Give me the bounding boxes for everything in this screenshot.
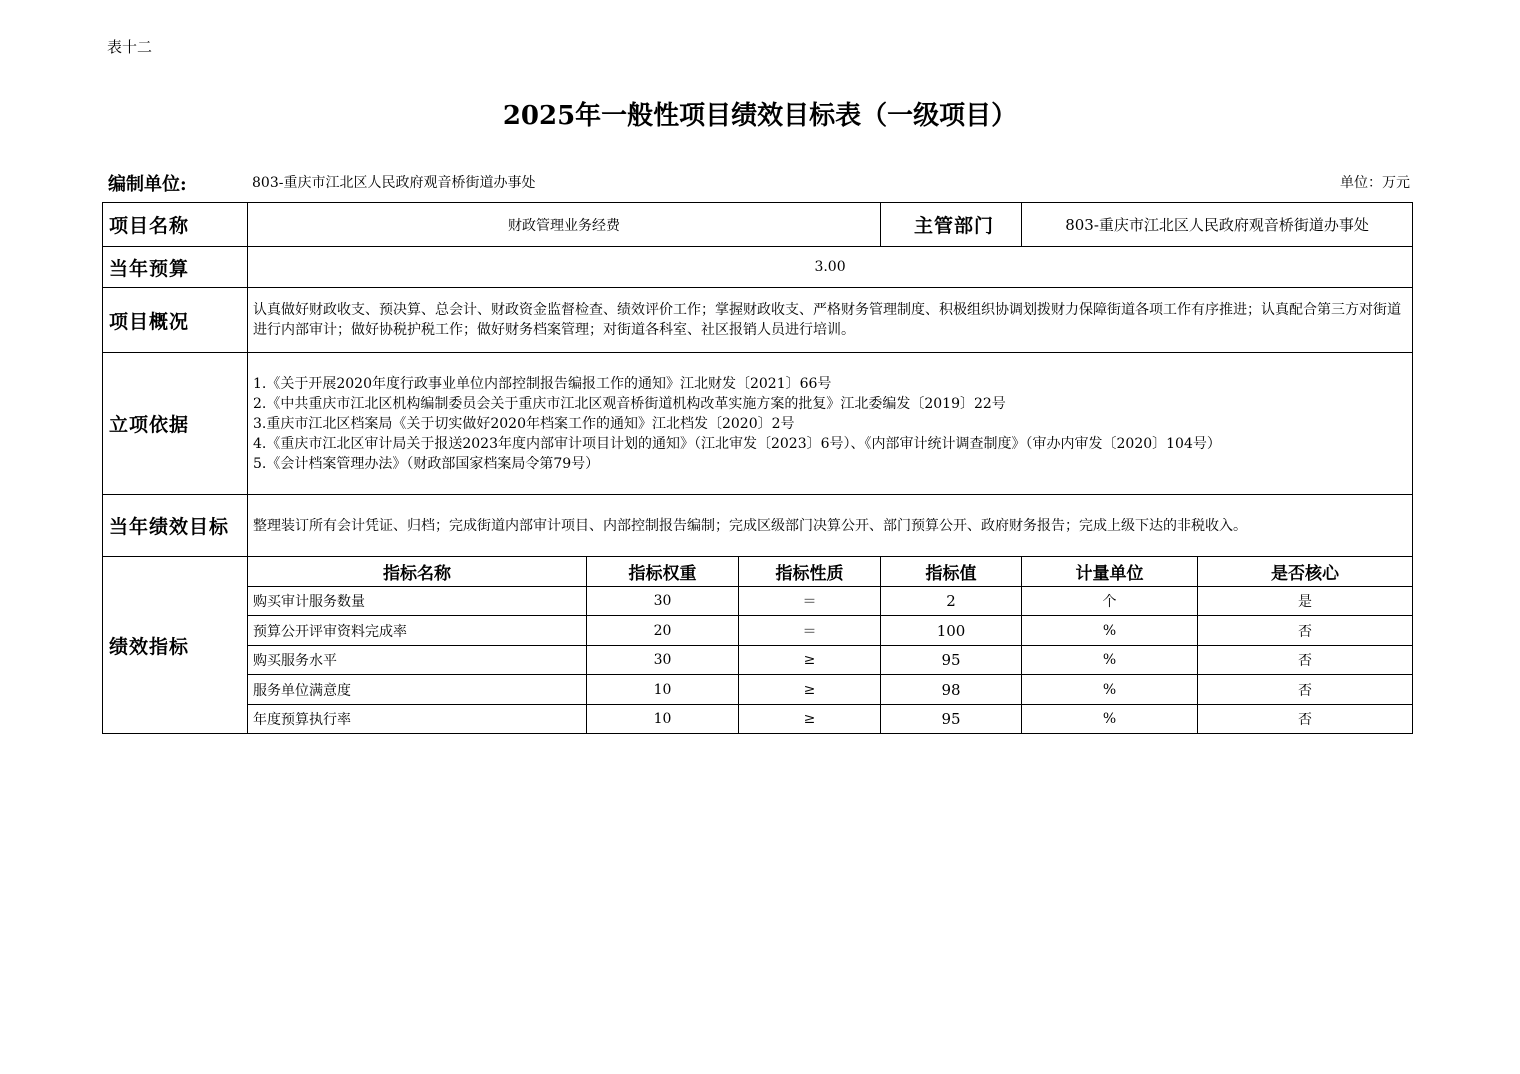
indicator-name: 购买审计服务数量 <box>248 587 587 616</box>
document-title: 2025年一般性项目绩效目标表（一级项目） <box>502 101 1018 131</box>
indicator-is-core: 否 <box>1198 616 1413 646</box>
performance-target-table <box>102 202 1413 734</box>
header-is-core: 是否核心 <box>1198 557 1413 587</box>
basis-item: 2.《中共重庆市江北区机构编制委员会关于重庆市江北区观音桥街道机构改革实施方案的批复》江北委编发〔2019〕22号 <box>253 395 1006 412</box>
project-name-row <box>103 203 1413 247</box>
basis-item: 1.《关于开展2020年度行政事业单位内部控制报告编报工作的通知》江北财发〔2021〕66号 <box>253 375 832 392</box>
indicator-weight: 30 <box>587 646 739 675</box>
indicator-weight: 20 <box>587 616 739 646</box>
indicator-is-core: 否 <box>1198 675 1413 705</box>
indicator-nature: ≥ <box>739 646 881 675</box>
indicator-unit: % <box>1022 675 1198 705</box>
table-row <box>103 646 1413 675</box>
indicator-nature: ≥ <box>739 675 881 705</box>
indicator-nature: ＝ <box>739 587 881 616</box>
compiler-value: 803-重庆市江北区人民政府观音桥街道办事处 <box>252 175 536 191</box>
compiler-row <box>108 170 1410 194</box>
table-row <box>103 675 1413 705</box>
indicator-value: 98 <box>881 675 1022 705</box>
table-row <box>103 587 1413 616</box>
basis-item: 4.《重庆市江北区审计局关于报送2023年度内部审计项目计划的通知》（江北审发〔2023〕6号）、《内部审计统计调查制度》（审办内审发〔2020〕104号） <box>253 435 1221 452</box>
indicator-name: 预算公开评审资料完成率 <box>248 616 587 646</box>
table-row <box>103 616 1413 646</box>
budget-label: 当年预算 <box>103 247 248 288</box>
indicator-unit: % <box>1022 616 1198 646</box>
basis-list <box>248 353 1413 495</box>
indicator-weight: 10 <box>587 675 739 705</box>
budget-value: 3.00 <box>248 247 1413 288</box>
indicator-name: 年度预算执行率 <box>248 705 587 734</box>
header-unit: 计量单位 <box>1022 557 1198 587</box>
indicator-value: 95 <box>881 646 1022 675</box>
money-unit: 单位：万元 <box>1340 175 1410 191</box>
indicator-value: 95 <box>881 705 1022 734</box>
overview-label: 项目概况 <box>103 288 248 353</box>
dept-label: 主管部门 <box>881 203 1022 247</box>
overview-text: 认真做好财政收支、预决算、总会计、财政资金监督检查、绩效评价工作；掌握财政收支、严格财务管理制度、积极组织协调划拨财力保障街道各项工作有序推进；认真配合第三方对街道进行内部审计；做好协税护税工作；做好财务档案管理；对街道各科室、社区报销人员进行培训。 <box>248 288 1413 353</box>
table-number: 表十二 <box>107 38 153 56</box>
indicator-is-core: 否 <box>1198 646 1413 675</box>
indicator-header-row <box>103 557 1413 587</box>
goal-text: 整理装订所有会计凭证、归档；完成街道内部审计项目、内部控制报告编制；完成区级部门决算公开、部门预算公开、政府财务报告；完成上级下达的非税收入。 <box>248 495 1413 557</box>
overview-row <box>103 288 1413 353</box>
indicator-unit: % <box>1022 646 1198 675</box>
basis-label: 立项依据 <box>103 353 248 495</box>
goal-row <box>103 495 1413 557</box>
indicator-is-core: 否 <box>1198 705 1413 734</box>
header-weight: 指标权重 <box>587 557 739 587</box>
indicator-name: 服务单位满意度 <box>248 675 587 705</box>
project-name-label: 项目名称 <box>103 203 248 247</box>
compiler-label: 编制单位: <box>108 174 187 195</box>
indicator-weight: 10 <box>587 705 739 734</box>
indicator-nature: ＝ <box>739 616 881 646</box>
indicator-unit: % <box>1022 705 1198 734</box>
goal-label: 当年绩效目标 <box>103 495 248 557</box>
table-row <box>103 705 1413 734</box>
basis-row <box>103 353 1413 495</box>
header-nature: 指标性质 <box>739 557 881 587</box>
indicator-weight: 30 <box>587 587 739 616</box>
indicator-value: 2 <box>881 587 1022 616</box>
budget-row <box>103 247 1413 288</box>
indicator-unit: 个 <box>1022 587 1198 616</box>
dept-value: 803-重庆市江北区人民政府观音桥街道办事处 <box>1022 203 1413 247</box>
project-name-value: 财政管理业务经费 <box>248 203 881 247</box>
header-value: 指标值 <box>881 557 1022 587</box>
indicator-value: 100 <box>881 616 1022 646</box>
indicator-is-core: 是 <box>1198 587 1413 616</box>
indicator-nature: ≥ <box>739 705 881 734</box>
basis-item: 3.重庆市江北区档案局《关于切实做好2020年档案工作的通知》江北档发〔2020〕2号 <box>253 415 795 432</box>
indicators-label: 绩效指标 <box>103 557 248 734</box>
header-indicator-name: 指标名称 <box>248 557 587 587</box>
indicator-name: 购买服务水平 <box>248 646 587 675</box>
basis-item: 5.《会计档案管理办法》（财政部国家档案局令第79号） <box>253 455 600 472</box>
